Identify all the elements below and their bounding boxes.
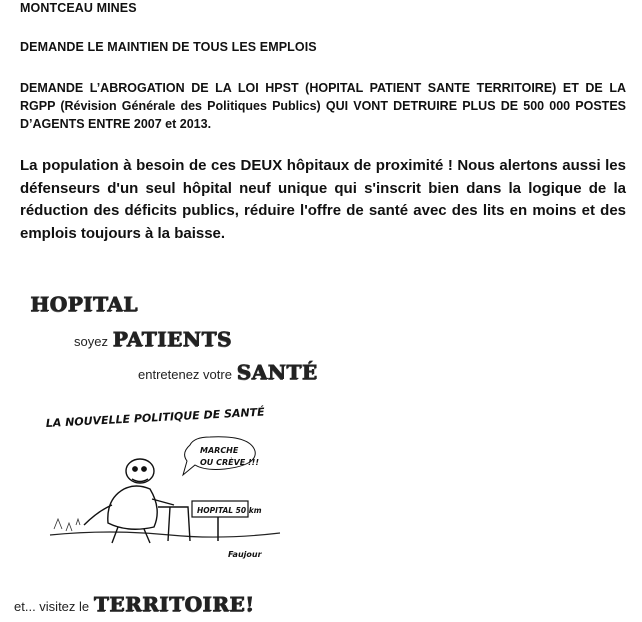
repeal-demand-paragraph: DEMANDE L’ABROGATION DE LA LOI HPST (HOPITAL PATIENT SANTE TERRITOIRE) ET DE LA RGPP (Révision Générale des Politiques Publics) QUI VONT DETRUIRE PLUS DE 500 000 POSTES D’AGENTS ENTRE 2007 et 2013. (20, 81, 626, 131)
grass-marks (54, 519, 80, 531)
road-sign-text: HOPITAL 50 km (197, 506, 262, 515)
speech-line-2: OU CRÈVE !!! (200, 458, 259, 467)
poster-patients-prefix: soyez (74, 334, 108, 349)
old-person-figure (84, 459, 190, 543)
population-statement-paragraph: La population à besoin de ces DEUX hôpitaux de proximité ! Nous alertons aussi les défenseurs d'un seul hôpital neuf unique qui s'inscrit bien dans la logique de la réduction des déficits publics, réduire l'offre de santé avec des lits en moins et des emplois toujours à la baisse. (20, 157, 626, 242)
poster-territoire-line (14, 592, 254, 616)
ground-line (50, 532, 280, 537)
poster-sante-line (138, 360, 317, 384)
jobs-demand-heading: DEMANDE LE MAINTIEN DE TOUS LES EMPLOIS (20, 40, 317, 54)
cartoon-illustration (40, 405, 290, 575)
cartoon-caption: LA NOUVELLE POLITIQUE DE SANTÉ (45, 405, 265, 430)
poster-sante-prefix: entretenez votre (138, 367, 232, 382)
speech-bubble (183, 437, 255, 475)
poster-sante-word: SANTÉ (236, 360, 318, 384)
poster-hopital-word: HOPITAL (30, 292, 138, 316)
road-sign (192, 501, 262, 541)
cartoon-signature: Faujour (228, 550, 262, 559)
poster-hopital-line (30, 292, 138, 316)
city-heading: MONTCEAU MINES (20, 1, 137, 15)
speech-line-1: MARCHE (200, 446, 239, 455)
poster-patients-line (74, 327, 232, 351)
poster-territoire-prefix: et... visitez le (14, 599, 90, 614)
poster-territoire-word: TERRITOIRE! (93, 592, 255, 616)
poster-patients-word: PATIENTS (112, 327, 232, 351)
